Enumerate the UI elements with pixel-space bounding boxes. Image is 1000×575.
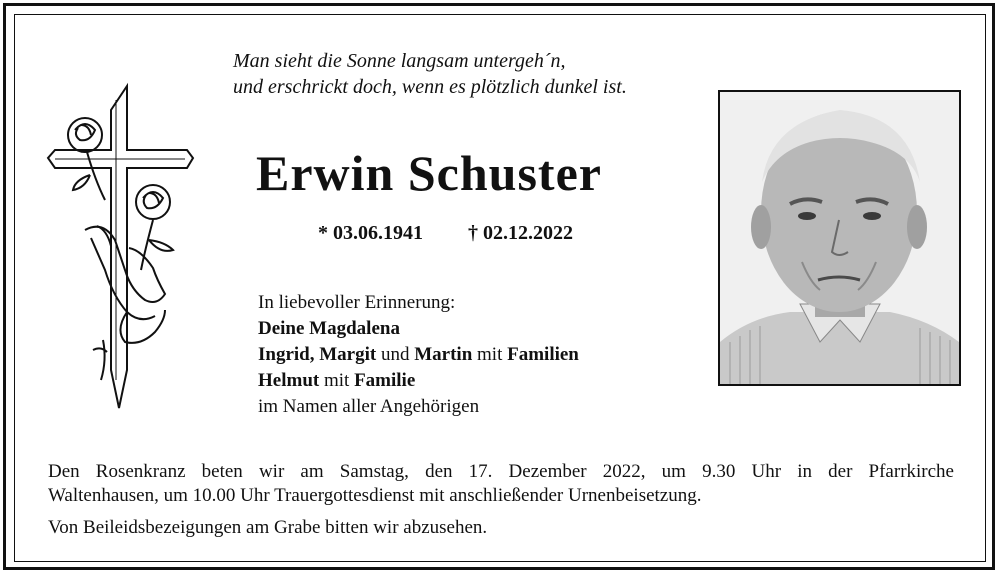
mourner-names-e: Familien xyxy=(507,344,579,365)
memorial-quote xyxy=(233,48,627,100)
mourner-line-4: im Namen aller Angehörigen xyxy=(258,396,480,417)
mourner-names-helmut: Helmut xyxy=(258,370,320,391)
mourner-line-1: Deine Magdalena xyxy=(258,318,400,339)
death-date: † 02.12.2022 xyxy=(468,222,573,244)
mourners-block xyxy=(258,290,579,420)
mourner-names-familie: Familie xyxy=(354,370,416,391)
deceased-name: Erwin Schuster xyxy=(256,145,602,201)
service-line-1: Den Rosenkranz beten wir am Samstag, den 17. Dezember 2022, um 9.30 Uhr in der Pfarrkirche xyxy=(48,461,954,482)
cross-with-roses-and-praying-hands-icon xyxy=(45,80,195,410)
service-information xyxy=(48,460,954,540)
mourner-joiner-und: und xyxy=(376,344,415,365)
mourner-names-c: Martin xyxy=(414,344,473,365)
condolence-note: Von Beileidsbezeigungen am Grabe bitten wir abzusehen. xyxy=(48,517,488,538)
service-line-2: Waltenhausen, um 10.00 Uhr Trauergottesdienst mit anschließender Urnenbeisetzung. xyxy=(48,485,702,506)
mourner-names-a: Ingrid, Margit xyxy=(258,344,377,365)
mourners-intro: In liebevoller Erinnerung: xyxy=(258,292,456,313)
mourner-joiner-mit: mit xyxy=(472,344,508,365)
quote-line-1: Man sieht die Sonne langsam untergeh´n, xyxy=(233,50,566,72)
mourner-line-2 xyxy=(258,342,579,368)
portrait-photo xyxy=(718,90,961,386)
birth-date: * 03.06.1941 xyxy=(318,222,423,244)
mourner-line-3 xyxy=(258,368,579,394)
quote-line-2: und erschrickt doch, wenn es plötzlich dunkel ist. xyxy=(233,76,627,98)
mourner-joiner-mit-2: mit xyxy=(319,370,355,391)
portrait-illustration xyxy=(720,92,959,384)
